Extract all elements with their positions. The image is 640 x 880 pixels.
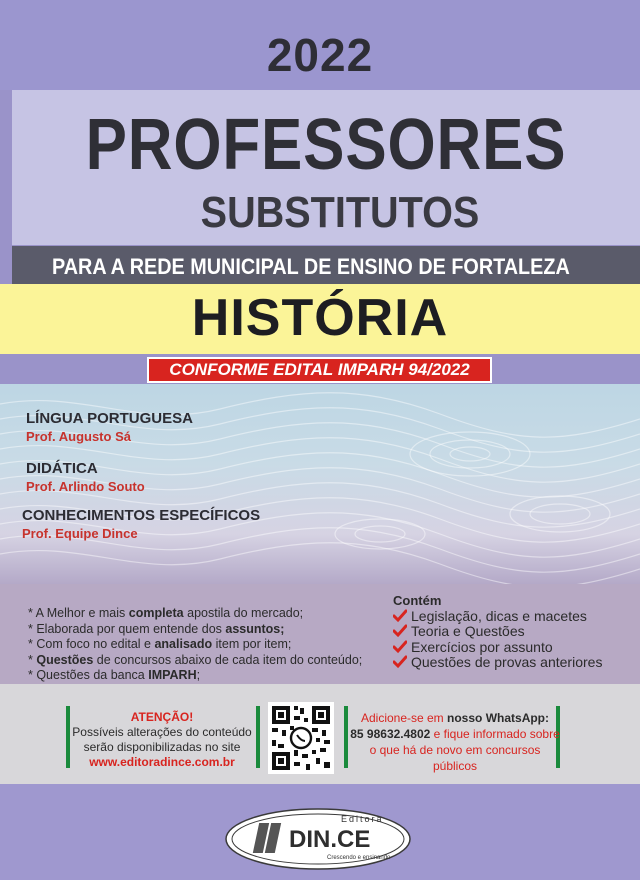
contents-list [393, 594, 633, 670]
logo-slogan: Crescendo e ensinando [327, 855, 391, 861]
whatsapp-line: 85 98632.4802 e fique informado sobre [350, 727, 560, 741]
course-name: LÍNGUA PORTUGUESA [26, 410, 193, 427]
main-title: PROFESSORES [85, 105, 567, 185]
whatsapp-line: o que há de novo em concursos públicos [369, 743, 541, 773]
feature-item: * Elaborada por quem entende dos assuntos; [28, 621, 285, 636]
checkmark-icon [393, 640, 407, 654]
contents-item: Exercícios por assunto [393, 639, 633, 655]
course-professor: Prof. Equipe Dince [22, 526, 138, 541]
website-link[interactable]: www.editoradince.com.br [89, 755, 235, 769]
contents-item: Teoria e Questões [393, 624, 633, 640]
tagline-text: PARA A REDE MUNICIPAL DE ENSINO DE FORTALEZA [52, 254, 570, 279]
course-didactics [26, 460, 145, 494]
feature-item: * Com foco no edital e analisado item por item; [28, 637, 292, 651]
checkmark-icon [393, 624, 407, 638]
sub-title: SUBSTITUTOS [200, 188, 480, 237]
feature-item: * Questões da banca IMPARH; [28, 668, 201, 682]
attention-title: ATENÇÃO! [130, 710, 194, 724]
checkmark-icon [393, 609, 407, 623]
contents-title: Contém [393, 593, 442, 608]
publisher-logo [223, 805, 413, 871]
contents-item: Questões de provas anteriores [393, 655, 633, 671]
course-name: DIDÁTICA [26, 460, 98, 477]
course-name: CONHECIMENTOS ESPECÍFICOS [22, 507, 261, 524]
attention-line: serão disponibilizadas no site [83, 740, 241, 754]
whatsapp-phone[interactable]: 85 98632.4802 [350, 727, 431, 741]
green-divider [344, 706, 348, 768]
course-professor: Prof. Augusto Sá [26, 429, 131, 444]
year-label: 2022 [266, 29, 374, 81]
course-portuguese [26, 410, 193, 444]
attention-notice [72, 710, 252, 770]
qr-code[interactable] [268, 702, 334, 774]
contents-item: Legislação, dicas e macetes [393, 608, 633, 624]
whatsapp-line: Adicione-se em nosso WhatsApp: [360, 711, 550, 725]
logo-publisher-word: Editora [341, 814, 384, 824]
green-divider [256, 706, 260, 768]
feature-item: * A Melhor e mais completa apostila do mercado; [28, 606, 304, 620]
green-divider [66, 706, 70, 768]
course-professor: Prof. Arlindo Souto [26, 479, 145, 494]
features-list [28, 606, 388, 684]
feature-item: * Questões de concursos abaixo de cada item do conteúdo; [28, 652, 363, 667]
subject-title: HISTÓRIA [191, 289, 449, 347]
whatsapp-notice [350, 710, 560, 774]
logo-brand: DIN.CE [289, 826, 371, 853]
course-specific [22, 507, 260, 541]
edital-badge-text: CONFORME EDITAL IMPARH 94/2022 [169, 360, 470, 379]
checkmark-icon [393, 655, 407, 669]
attention-line: Possíveis alterações do conteúdo [72, 725, 252, 739]
